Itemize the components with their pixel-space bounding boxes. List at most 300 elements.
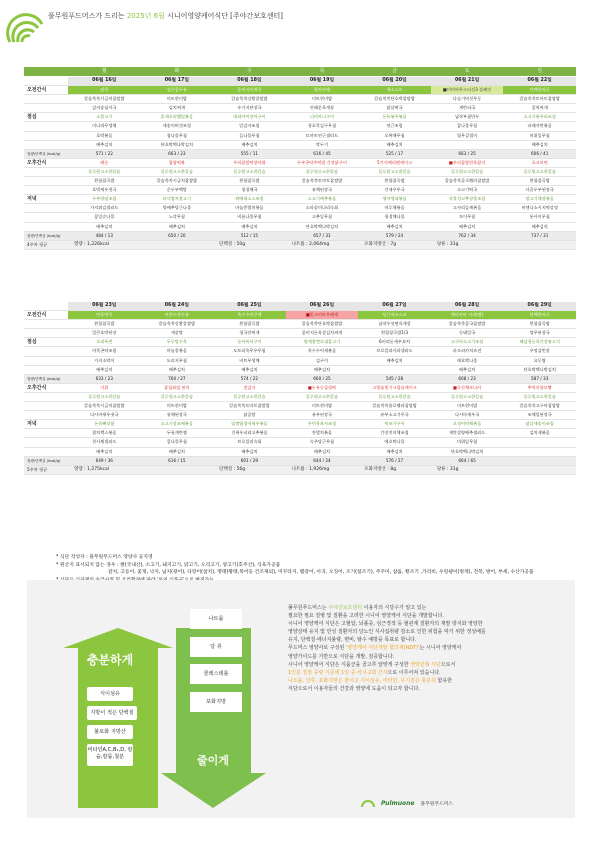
- lunch-item: 칼슘쑥쑥강황찰쌀밥: [213, 95, 286, 104]
- days-header: [24, 67, 576, 76]
- date-cell: 06월 19일: [286, 77, 359, 86]
- lunch-item: 흰합잡곡밥1/3: [358, 329, 431, 338]
- day-tue: 화: [174, 68, 180, 74]
- lunch-item: 김치찌개: [141, 104, 214, 113]
- lunch-item: 배추김치: [213, 140, 286, 149]
- lunch-main-dish: 납작부침만두: [431, 113, 504, 122]
- dinner-item: 배추김치: [141, 447, 214, 456]
- lunch-cal-cell: 633 / 23: [68, 374, 141, 383]
- lunch-label: [24, 95, 68, 104]
- lunch-main-dish: 훈제오리햄밀볶음: [141, 113, 214, 122]
- dinner-cal-cell: 649 / 36: [68, 456, 141, 465]
- avg-nutrient: 단백질 : 50g: [213, 240, 286, 249]
- dinner-item: 배추김치: [358, 447, 431, 456]
- dinner-label: [24, 222, 68, 231]
- lunch-item: 김구이: [286, 356, 359, 365]
- day-wed: 수: [247, 68, 252, 74]
- dinner-cal-cell: 484 / 13: [68, 231, 141, 240]
- dinner-item: 배추김치: [213, 222, 286, 231]
- dinner-item: 흰합잡곡밥: [358, 177, 431, 186]
- dinner-label: [24, 204, 68, 213]
- date-cell: 06월 16일: [68, 77, 141, 86]
- fiber-pill: 식이섬유: [87, 687, 133, 701]
- lunch-cal-cell: 525 / 17: [358, 149, 431, 158]
- dinner-label: [24, 186, 68, 195]
- lunch-item: 가지소박이: [68, 356, 141, 365]
- dinner-item: 배추김치: [286, 447, 359, 456]
- lunch-item: 안레운육개장: [286, 104, 359, 113]
- dinner-cal-cell: 644 / 24: [286, 456, 359, 465]
- dinner-cal-cell: 616 / 15: [141, 456, 214, 465]
- lunch-item: 호박볶음: [68, 131, 141, 140]
- lunch-item: 요동쌈: [503, 356, 576, 365]
- lunch-item: 계란파국: [431, 104, 504, 113]
- lunch-item: 우거지된장국: [213, 104, 286, 113]
- pm-snack-cell: 우리찹쌀떡양약밥: [213, 158, 286, 167]
- dinner-item: 참치깻스볶음: [68, 429, 141, 438]
- dinner-item: 유부된장국: [286, 411, 359, 420]
- dinner-item: 칼슘쑥쑥고구마잡쌀밥: [503, 402, 576, 411]
- brand-name: Pulmuone: [381, 799, 415, 807]
- dinner-item: 양배추당근나물: [141, 204, 214, 213]
- dinner-item: 머루채볶음: [358, 204, 431, 213]
- lunch-main-dish: 6미리돈새우꼬치: [358, 338, 431, 347]
- dinner-cal-cell: 576 / 27: [358, 456, 431, 465]
- lunch-cal-cell: 660 / 25: [286, 374, 359, 383]
- title-pre: 풀무원푸드머스가 드리는: [48, 12, 127, 20]
- dinner-item: 마늘쫑멸치볶음: [213, 204, 286, 213]
- dinner-item: 배추김치: [68, 447, 141, 456]
- pm-snack-cell: ■곡산체모나카: [431, 383, 504, 392]
- dinner-main-dish: 오징어야채볶음: [431, 420, 504, 429]
- pm-snack-cell: ■두유숭칠링떡: [286, 383, 359, 392]
- lean-protein-pill: 지방이 적은 단백질: [87, 706, 137, 720]
- pm-snack-cell: 키위: [68, 383, 141, 392]
- lunch-item: 닭살떡국: [358, 104, 431, 113]
- pm-snack-cell: 좁힘최업 된미: [141, 383, 214, 392]
- dinner-main-dish: 소고기장조배볶음: [141, 420, 214, 429]
- pm-drink-cell: 플루원고소한칼슘: [503, 167, 576, 176]
- lunch-item: 배추김치: [358, 140, 431, 149]
- dinner-item: 콩나물무침: [141, 438, 214, 447]
- footer-logo: [361, 798, 453, 808]
- dinner-item: 순두부백탕: [141, 186, 214, 195]
- lunch-cal-cell: 608 / 23: [431, 374, 504, 383]
- lunch-item: 청국잔찌개: [213, 329, 286, 338]
- dinner-label: [24, 402, 68, 411]
- lunch-item: 콩나물무침: [431, 122, 504, 131]
- am-snack-cell: ■미비아무스티션3 플레인: [431, 86, 504, 95]
- dinner-item: 사골두부된장국: [503, 186, 576, 195]
- pm-drink-label: [24, 392, 68, 401]
- dinner-main-dish: 우민육보사조림: [286, 420, 359, 429]
- lunch-item: 콩비지돈육살김치찌개: [286, 329, 359, 338]
- lunch-item: 브로컬리사과샐러드: [358, 347, 431, 356]
- date-cell: 06월 29일: [503, 302, 576, 311]
- avg-nutrient: 나트륨 : 1,926mg: [286, 465, 359, 474]
- lunch-cal-cell: 574 / 22: [213, 374, 286, 383]
- pm-snack-cell: 고랑술빛기크림롤케이크: [358, 383, 431, 392]
- lunch-main-dish: 너비아니구이: [286, 113, 359, 122]
- pm-drink-cell: 플루원고소한칼슘: [213, 392, 286, 401]
- date-cell: 06월 27일: [358, 302, 431, 311]
- lunch-item: [358, 365, 431, 374]
- lunch-item: 마늘종볶음: [141, 347, 214, 356]
- avg-nutrient: 나트륨 : 2,064mg: [286, 240, 359, 249]
- pm-drink-cell: 플루원고소한칼슘: [358, 167, 431, 176]
- dinner-item: 소라살미나리숙회: [286, 204, 359, 213]
- lunch-cal-cell: 587 / 33: [503, 374, 576, 383]
- lunch-item: 파래자반볶음: [503, 122, 576, 131]
- avg-nutrient: 단백질 : 56g: [213, 465, 286, 474]
- dinner-item: 잔멸치볶음: [286, 429, 359, 438]
- dinner-main-dish: 탕고기채장볶음: [503, 195, 576, 204]
- dinner-cal-cell: 512 / 15: [213, 231, 286, 240]
- dinner-item: 건새우피리고추볶음: [213, 429, 286, 438]
- lunch-main-dish: 고구마소고기조림: [431, 338, 504, 347]
- am-snack-cell: 닭죽: [68, 86, 141, 95]
- lunch-item: 칼슘쑥쑥강황찰쌀밥: [141, 320, 214, 329]
- date-row-label: [24, 77, 68, 86]
- am-snack-label: 오전간식: [24, 86, 68, 95]
- lunch-item: 콩치찌개: [503, 104, 576, 113]
- dinner-label: [24, 429, 68, 438]
- am-snack-cell: 제소스트: [358, 86, 431, 95]
- pm-drink-cell: 플루원고소한칼슘: [431, 392, 504, 401]
- dinner-item: 머위잎무침: [431, 438, 504, 447]
- lunch-item: 다슬기버섯무둥: [431, 95, 504, 104]
- dinner-item: 배추김치: [358, 222, 431, 231]
- pm-drink-cell: 플루원고소한칼슘: [141, 167, 214, 176]
- lunch-main-dish: 해삼청돈육간장볶고기: [503, 338, 576, 347]
- dinner-item: 칼슘쑥쑥시금치잡쌀밥: [68, 402, 141, 411]
- dinner-item: 콩잎순나물: [68, 213, 141, 222]
- avg-nutrient: 포화지방산 : 7g: [358, 240, 431, 249]
- dinner-item: 게맛살양배추샐러드: [431, 429, 504, 438]
- avg-nutrient: 당류 : 31g: [431, 240, 576, 249]
- dinner-main-dish: 밀짱엽정어새우볶음: [213, 420, 286, 429]
- dinner-item: 유채된장국: [286, 186, 359, 195]
- dinner-item: 숙주당근무침: [286, 438, 359, 447]
- dinner-main-dish: 삭불성고추장불조림: [431, 195, 504, 204]
- date-cell: 06월 22일: [503, 77, 576, 86]
- lunch-item: 흰합잡곡밥: [213, 320, 286, 329]
- lunch-cal-cell: 760 / 27: [141, 374, 214, 383]
- week2-menu-table: [24, 302, 576, 475]
- lunch-item: 동태알국: [431, 329, 504, 338]
- decrease-heading: 줄이게: [197, 754, 229, 767]
- day-fri: 금: [392, 68, 398, 74]
- dinner-item: 톳사이무침: [503, 213, 576, 222]
- dinner-cal-cell: 579 / 24: [358, 231, 431, 240]
- lunch-item: 비트무생채: [213, 356, 286, 365]
- lunch-item: 배추김치: [141, 365, 214, 374]
- lunch-item: 어묵곤약조림: [68, 347, 141, 356]
- pm-snack-cell: ■우리찹쌀현육찹자: [431, 158, 504, 167]
- dinner-cal-cell: 762 / 34: [431, 231, 504, 240]
- am-snack-cell: 아몬드맛두유: [141, 311, 214, 320]
- pm-drink-cell: 플루원고소한칼슘: [141, 392, 214, 401]
- date-cell: 06월 20일: [358, 77, 431, 86]
- dinner-cal-cell: [503, 456, 576, 465]
- dinner-item: 가지튀김샐러드: [68, 204, 141, 213]
- lunch-item: 흰합잡곡밥: [68, 320, 141, 329]
- lunch-item: 감자송심이국: [68, 104, 141, 113]
- lunch-item: 칼슘쑥쑥단호박잡쌀밥: [358, 95, 431, 104]
- lunch-item: 미나리무생채: [68, 122, 141, 131]
- date-cell: 06월 28일: [431, 302, 504, 311]
- day-sun: 일: [537, 68, 543, 74]
- dinner-item: 배추김치: [213, 447, 286, 456]
- date-cell: 06월 18일: [213, 77, 286, 86]
- lunch-item: 칼슘쑥쑥토마토잡쌀밥: [503, 95, 576, 104]
- dinner-main-dish: 두부양념조림: [68, 195, 141, 204]
- lunch-item: 참나물무침: [141, 131, 214, 140]
- dinner-item: 조체얼된장국: [503, 411, 576, 420]
- lunch-cal-cell: 555 / 11: [213, 149, 286, 158]
- dinner-main-dish: 북조가구이: [358, 420, 431, 429]
- dinner-item: 칼슘쑥쑥토마토잡쌀밥: [213, 402, 286, 411]
- lunch-cal-label: 열량/단백질 (kcal/g): [24, 149, 68, 158]
- lunch-item: 도토리묵무우무침: [213, 347, 286, 356]
- dinner-item: 고추잎무침: [286, 213, 359, 222]
- lunch-item: 머위잎무침: [503, 131, 576, 140]
- lunch-cal-cell: 571 / 22: [68, 149, 141, 158]
- brand-name-kr: 풀무원푸드머스: [420, 801, 453, 807]
- am-snack-cell: 옹비지미역죽: [213, 86, 286, 95]
- pm-snack-cell: 두부곤약주먹밥 간장닭구이: [286, 158, 359, 167]
- date-cell: 06월 17일: [141, 77, 214, 86]
- pm-snack-label: 오후간식: [24, 158, 68, 167]
- avg-nutrient: 포화지방산 : 8g: [358, 465, 431, 474]
- dinner-label: [24, 438, 68, 447]
- dinner-item: 청경채나물: [358, 213, 431, 222]
- dinner-cal-label: 열량/단백질 (kcal/g): [24, 456, 68, 465]
- lunch-main-dish: 오리폭찐: [68, 338, 141, 347]
- dinner-label: 저녁: [24, 420, 68, 429]
- dinner-item: 건새우무국: [358, 186, 431, 195]
- dinner-item: [503, 438, 576, 447]
- avg-energy: 열량 : 1,226kcal: [68, 240, 213, 249]
- lunch-label: [24, 122, 68, 131]
- dinner-main-dish: 닭살새송이조림: [503, 420, 576, 429]
- dinner-item: 칼슘쑥쑥골로렐라잡쌀밥: [431, 177, 504, 186]
- lunch-item: 깍두기: [286, 140, 359, 149]
- lunch-label: [24, 131, 68, 140]
- title-post: 시니어영양케어식단 [주야간보호센터]: [164, 12, 283, 20]
- unsaturated-fat-pill: 불포화 지방산: [87, 725, 133, 739]
- dinner-item: 호박새우젓국: [68, 186, 141, 195]
- am-snack-cell: 옥수수마쿠책: [213, 311, 286, 320]
- pm-drink-label: [24, 167, 68, 176]
- lunch-item: 우엉감빈장: [503, 347, 576, 356]
- day-mon: 월: [101, 68, 107, 74]
- day-thu: 목: [319, 68, 325, 74]
- pm-drink-cell: 플루원고소한칼슘: [286, 392, 359, 401]
- dinner-item: 미트현미밥: [431, 402, 504, 411]
- lunch-item: 세송이버섯조림: [141, 122, 214, 131]
- lunch-item: 배추김치: [68, 365, 141, 374]
- dinner-item: 두유게란찜: [141, 429, 214, 438]
- date-cell: 06월 23일: [68, 302, 141, 311]
- dinner-item: 단호박백나박김치: [431, 447, 504, 456]
- increase-heading: 충분하게: [86, 653, 134, 667]
- am-snack-cell: 단백한마루: [503, 311, 576, 320]
- lunch-item: 배추김치: [286, 365, 359, 374]
- dinner-cal-cell: 657 / 31: [286, 231, 359, 240]
- dinner-item: 배추김치: [503, 222, 576, 231]
- lunch-label: 점심: [24, 338, 68, 347]
- lunch-label: [24, 320, 68, 329]
- dinner-item: 비엔나소시지떡강정: [503, 204, 576, 213]
- dinner-label: [24, 177, 68, 186]
- note-origin: * 원산지 표시되지 않는 경우 : 쌀(국내산), 소고기, 돼지고기, 닭고기, 오리고기, 양고기(호주산), 식육가공품: [56, 562, 281, 568]
- dinner-main-dish: 영어엥대볶음: [358, 195, 431, 204]
- dinner-main-dish: 소고기배추볶음: [286, 195, 359, 204]
- am-snack-label: 오전간식: [24, 311, 68, 320]
- dinner-item: 천사채샐러드: [68, 438, 141, 447]
- pulmuone-logo-icon: [361, 798, 375, 808]
- vitamins-pill: 비타민A,C,B₁,D, 칼슘,칼륨,철분: [87, 744, 133, 766]
- lunch-item: 알감자조림: [213, 122, 286, 131]
- lunch-item: 배추김치: [213, 365, 286, 374]
- lunch-item: 들나물무침: [213, 131, 286, 140]
- dinner-item: 노각무침: [141, 213, 214, 222]
- dinner-cal-cell: 737 / 31: [503, 231, 576, 240]
- date-cell: 06월 21일: [431, 77, 504, 86]
- dinner-item: 단호박백나박김치: [286, 222, 359, 231]
- pm-snack-cell: 베른: [68, 158, 141, 167]
- dinner-item: 청경채국: [213, 186, 286, 195]
- dinner-item: 고사리들깨볶음: [431, 204, 504, 213]
- am-snack-cell: 단호박죽: [68, 311, 141, 320]
- lunch-main-dish: 돈육볶주볶음: [358, 113, 431, 122]
- pm-drink-cell: 플루원고소한칼슘: [213, 167, 286, 176]
- nutrition-description: 풀무원푸드머스는 주야간보호센터 이용자의 식당수가 알고 있는 필요한 필요 질병 및 질환을 고려한 시니어 영양케어 식단을 개발합니다. 시니어 영양케어 식단은 고혈압, 뇌졸중, 심근경색 등 혈관계 질환자의 재발 방지와 영양한 영양상태 유지 및 만성 질환자의 당뇨인 식사섭취량 감소로 인한 위험을 막기 위한 정성배를 유지, 단백질·에너지불량, 변비, 탈수 예방을 목표로 합니다. 푸드머스 영양사로 구성된 '영양케어 식단개발 협의체(NDT)'는 시니어 영양케어 영양가이드를 기반으로 식단을 개발, 검증합니다. 시니어 영양케어 식단은 식품군을 골고루 알맞게 구성한 영양균형 식단으로서 1인분 권장 중량 기준에 1일 중·석식·2회 간식으로 이루어져 있습니다. 나트륨, 당류, 포화지방은 줄이고 식이섬유, 비타민, 무기질은 충분히 함유한 식단으로서 이용자들의 건강과 영양에 도움이 되고자 합니다.: [288, 605, 486, 692]
- dinner-item: 유채된장국: [141, 411, 214, 420]
- dinner-item: 다시마새우국: [431, 411, 504, 420]
- lunch-cal-cell: 606 / 41: [503, 149, 576, 158]
- dinner-item: 배추김치: [431, 222, 504, 231]
- weekly-avg-label: 4주차 평균: [24, 240, 68, 249]
- dinner-main-dish: 돈육뼈장함: [68, 420, 141, 429]
- page-title: [48, 12, 468, 20]
- dinner-label: [24, 213, 68, 222]
- lunch-item: 납작우섯면육게장: [358, 320, 431, 329]
- lunch-item: 배추김치: [68, 140, 141, 149]
- lunch-item: 단호박백나박김치: [503, 365, 576, 374]
- dinner-item: 흰합잡곡밥: [503, 177, 576, 186]
- weekly-avg-label: 5주차 평균: [24, 465, 68, 474]
- lunch-item: 미트현미밥: [141, 95, 214, 104]
- lunch-item: 토마트연근샐러드: [286, 131, 359, 140]
- lunch-main-dish: 양계볼찐모대콩고기: [286, 338, 359, 347]
- day-sat: 토: [464, 68, 470, 74]
- dinner-item: 애호박나물: [358, 438, 431, 447]
- pm-drink-cell: 플루원고소한칼슘: [431, 167, 504, 176]
- dinner-main-dish: 더덕쌈치불고기: [141, 195, 214, 204]
- am-snack-cell: 단백한마루: [503, 86, 576, 95]
- pm-snack-label: 오후간식: [24, 383, 68, 392]
- lunch-cal-cell: 663 / 23: [141, 149, 214, 158]
- lunch-item: 칼슘쑥쑥단호박잡쌀밥: [286, 320, 359, 329]
- pm-drink-cell: 플루원고소한칼슘: [68, 392, 141, 401]
- lunch-item: 도리지무침: [141, 356, 214, 365]
- lunch-label: [24, 140, 68, 149]
- lunch-label: [24, 356, 68, 365]
- date-cell: 06월 26일: [286, 302, 359, 311]
- lunch-main-dish: 돈어버터구이: [213, 338, 286, 347]
- lunch-item: 청포묵김구무침: [286, 122, 359, 131]
- dinner-item: [503, 447, 576, 456]
- am-snack-cell: 당근치즈스코: [358, 311, 431, 320]
- lunch-item: 배추김치: [503, 140, 576, 149]
- lunch-cal-cell: 545 / 28: [358, 374, 431, 383]
- lunch-item: 미트현미밥: [286, 95, 359, 104]
- lunch-label: [24, 329, 68, 338]
- lunch-item: 배추김치: [358, 356, 431, 365]
- lunch-item: 칼슘쑥쑥시금치잡쌀밥: [68, 95, 141, 104]
- lunch-item: 흰합잡곡밥: [503, 320, 576, 329]
- dinner-cal-cell: 601 / 29: [213, 456, 286, 465]
- note-origin-seafood: 갈치, 고등어, 꽃게, 낙지, 넙치(광어), 다랑어(참치), 명태(황태,북어등 건조제외), 미꾸라지, 뱀장어, 아귀, 오징어, 조기(참조기), 주꾸미, 참돔, 황조기 ,가리비, 우렁쉥이(멍게), 전복, 방어, 부세, 수산가공품: [108, 570, 534, 576]
- pm-snack-cell: 찹쌀떡볶: [141, 158, 214, 167]
- lunch-label: 점심: [24, 113, 68, 122]
- dinner-item: 브로컬리숙회: [213, 438, 286, 447]
- dinner-item: 칼슘쑥쑥율로렐라잡쌀밥: [358, 402, 431, 411]
- dinner-label: 저녁: [24, 195, 68, 204]
- dinner-cal-label: 열량/단백질 (kcal/g): [24, 231, 68, 240]
- week1-menu-table: [24, 77, 576, 250]
- dinner-item: 비름나물무침: [213, 213, 286, 222]
- lunch-item: [431, 140, 504, 149]
- date-row-label: [24, 302, 68, 311]
- lunch-item: 연근조림: [358, 122, 431, 131]
- pm-snack-cell: 추억의양모빵: [503, 383, 576, 392]
- am-snack-cell: ■밀크비트푸레제: [286, 311, 359, 320]
- pm-snack-cell: 초코머핀: [503, 158, 576, 167]
- dinner-item: 소고기떡국: [431, 186, 504, 195]
- lunch-item: 오복채무침: [358, 131, 431, 140]
- saturated-fat-pill: 포화지방: [190, 692, 242, 712]
- lunch-main-dish: 소고기볶주러조림: [503, 113, 576, 122]
- pm-drink-cell: 플루원고소한칼슘: [503, 392, 576, 401]
- dinner-label: [24, 411, 68, 420]
- dinner-item: 흰합잡곡밥: [68, 177, 141, 186]
- lunch-item: 파프리카치즈전: [431, 347, 504, 356]
- dinner-item: 미트현미밥: [141, 402, 214, 411]
- dinner-item: 간장진미채조림: [358, 429, 431, 438]
- dinner-cal-cell: 650 / 20: [141, 231, 214, 240]
- avg-energy: 열량 : 1,275kcal: [68, 465, 213, 474]
- dinner-item: 다시마새우젓국: [68, 411, 141, 420]
- lunch-item: 얼큰호박된장: [68, 329, 141, 338]
- dinner-cal-cell: 664 / 65: [431, 456, 504, 465]
- dinner-item: 칼슘쑥쑥시금치잡쌀밥: [141, 177, 214, 186]
- dinner-item: 닭곰탕: [213, 411, 286, 420]
- dinner-item: 유부소고기무국: [358, 411, 431, 420]
- dinner-item: 배추김치: [141, 222, 214, 231]
- lunch-item: 옥수수어새볶음: [286, 347, 359, 356]
- lunch-item: 열무겉절이: [431, 131, 504, 140]
- dinner-item: 칼슘쑥쑥토마토잡쌀밥: [286, 177, 359, 186]
- dinner-main-dish: 꽈배새소스조림: [213, 195, 286, 204]
- lunch-item: 열무된장국: [503, 329, 576, 338]
- lunch-label: [24, 347, 68, 356]
- dinner-item: 미트현미밥: [286, 402, 359, 411]
- lunch-main-dish: 두루탕수육: [141, 338, 214, 347]
- dinner-label: [24, 447, 68, 456]
